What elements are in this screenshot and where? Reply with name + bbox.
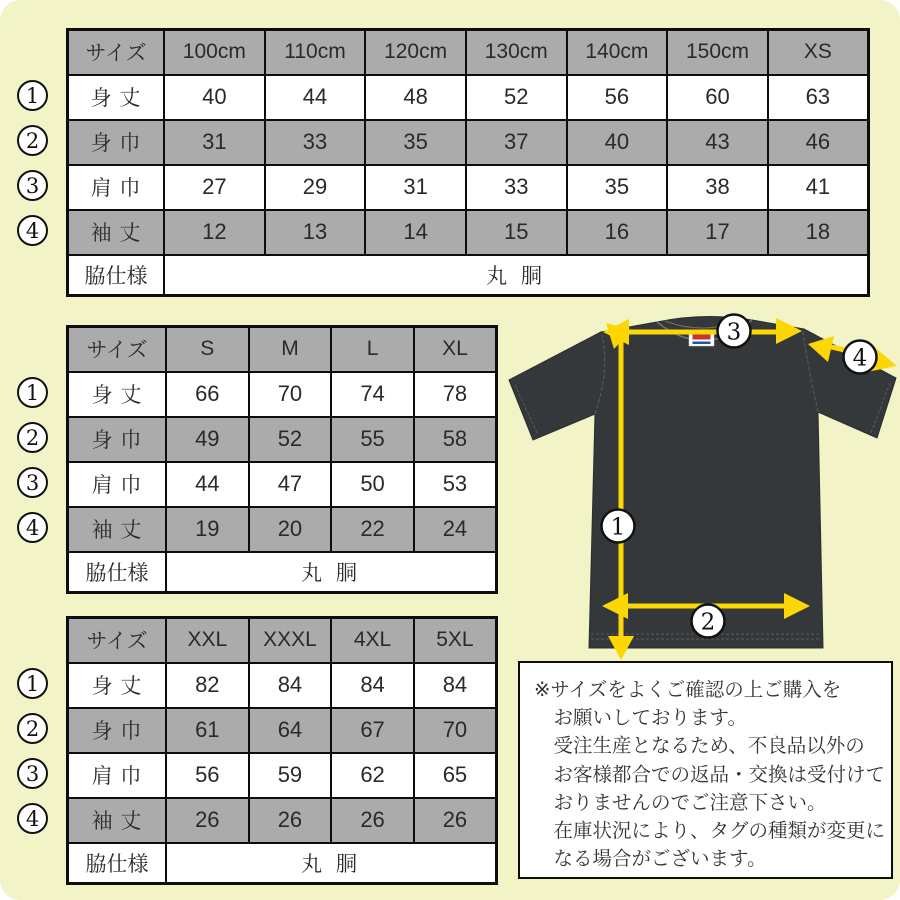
- row-circle-number: 4: [17, 803, 48, 834]
- table-row: [68, 417, 497, 462]
- row-circle-number: 2: [17, 422, 48, 453]
- table-row: [68, 165, 869, 210]
- measurement-value-cell: 33: [466, 165, 567, 210]
- measurement-value-cell: 63: [768, 75, 869, 120]
- circle-1-label: 1: [610, 514, 626, 541]
- measurement-row-label: 身 巾: [68, 120, 165, 165]
- measurement-row-label: 肩 巾: [68, 753, 167, 798]
- row-circle-number: 1: [17, 377, 48, 408]
- measurement-value-cell: 14: [365, 210, 466, 255]
- table-row: [68, 372, 497, 417]
- measurement-value-cell: 56: [166, 753, 249, 798]
- measurement-value-cell: 58: [414, 417, 497, 462]
- row-circle-number: 4: [17, 215, 48, 246]
- measurement-value-cell: 82: [166, 663, 249, 708]
- size-column-header: S: [166, 327, 249, 372]
- measurement-value-cell: 60: [667, 75, 768, 120]
- row-circle-number: 2: [17, 713, 48, 744]
- measurement-value-cell: 31: [164, 120, 265, 165]
- measurement-value-cell: 12: [164, 210, 265, 255]
- size-table-kids: [25, 28, 870, 297]
- measurement-value-cell: 52: [466, 75, 567, 120]
- side-spec-value: 丸 胴: [166, 843, 497, 884]
- measurement-value-cell: 26: [249, 798, 332, 843]
- size-column-header: XL: [414, 327, 497, 372]
- measurement-value-cell: 84: [331, 663, 414, 708]
- measurement-value-cell: 38: [667, 165, 768, 210]
- size-column-header: 4XL: [331, 618, 414, 663]
- table-row: [68, 462, 497, 507]
- measurement-value-cell: 40: [567, 120, 668, 165]
- size-column-header: 110cm: [265, 30, 366, 75]
- size-header-label: サイズ: [68, 327, 167, 372]
- measurement-value-cell: 70: [414, 708, 497, 753]
- row-circle-number: 4: [17, 512, 48, 543]
- measurement-value-cell: 66: [166, 372, 249, 417]
- circle-3-label: 3: [726, 319, 742, 346]
- row-circle-number: 3: [17, 758, 48, 789]
- notice-line: なる場合がございます。: [553, 848, 767, 871]
- measurement-value-cell: 40: [164, 75, 265, 120]
- measurement-value-cell: 53: [414, 462, 497, 507]
- measurement-value-cell: 15: [466, 210, 567, 255]
- measurement-value-cell: 17: [667, 210, 768, 255]
- measurement-row-label: 身 丈: [68, 372, 167, 417]
- measurement-value-cell: 50: [331, 462, 414, 507]
- size-header-label: サイズ: [68, 618, 167, 663]
- table-row: [68, 507, 497, 552]
- table-row: [68, 75, 869, 120]
- row-circle-number: 1: [17, 668, 48, 699]
- measurement-value-cell: 43: [667, 120, 768, 165]
- size-column-header: XXL: [166, 618, 249, 663]
- measurement-value-cell: 48: [365, 75, 466, 120]
- measurement-value-cell: 18: [768, 210, 869, 255]
- size-column-header: M: [249, 327, 332, 372]
- measurement-value-cell: 49: [166, 417, 249, 462]
- tshirt-measurement-diagram: [505, 308, 900, 662]
- table-row: [68, 663, 497, 708]
- side-spec-label: 脇仕様: [68, 255, 165, 296]
- measurement-value-cell: 74: [331, 372, 414, 417]
- measurement-value-cell: 16: [567, 210, 668, 255]
- measurement-value-cell: 33: [265, 120, 366, 165]
- measurement-value-cell: 44: [265, 75, 366, 120]
- measurement-row-label: 袖 丈: [68, 798, 167, 843]
- measurement-row-label: 身 巾: [68, 417, 167, 462]
- measurement-value-cell: 65: [414, 753, 497, 798]
- size-table-big: [25, 616, 498, 885]
- side-spec-label: 脇仕様: [68, 552, 167, 593]
- measurement-value-cell: 26: [331, 798, 414, 843]
- notice-line: お客様都合での返品・交換は受付けて: [553, 763, 886, 786]
- measurement-value-cell: 84: [249, 663, 332, 708]
- size-table-adult: [25, 325, 498, 594]
- size-table: [66, 325, 498, 594]
- notice-line: おりませんのでご注意下さい。: [553, 791, 827, 814]
- size-column-header: XXXL: [249, 618, 332, 663]
- size-table: [66, 616, 498, 885]
- measurement-value-cell: 35: [567, 165, 668, 210]
- side-spec-value: 丸 胴: [166, 552, 497, 593]
- measurement-value-cell: 19: [166, 507, 249, 552]
- row-circle-number: 1: [17, 80, 48, 111]
- measurement-row-label: 袖 丈: [68, 507, 167, 552]
- measurement-value-cell: 37: [466, 120, 567, 165]
- measurement-value-cell: 70: [249, 372, 332, 417]
- measurement-value-cell: 56: [567, 75, 668, 120]
- measurement-value-cell: 47: [249, 462, 332, 507]
- measurement-value-cell: 41: [768, 165, 869, 210]
- side-spec-label: 脇仕様: [68, 843, 167, 884]
- measurement-value-cell: 67: [331, 708, 414, 753]
- measurement-value-cell: 84: [414, 663, 497, 708]
- measurement-value-cell: 46: [768, 120, 869, 165]
- table-row: [68, 120, 869, 165]
- measurement-row-label: 肩 巾: [68, 165, 165, 210]
- size-header-label: サイズ: [68, 30, 165, 75]
- row-circle-number: 2: [17, 125, 48, 156]
- measurement-value-cell: 55: [331, 417, 414, 462]
- measurement-value-cell: 31: [365, 165, 466, 210]
- measurement-value-cell: 64: [249, 708, 332, 753]
- circle-2-label: 2: [700, 609, 716, 636]
- size-table: [66, 28, 870, 297]
- measurement-value-cell: 61: [166, 708, 249, 753]
- size-column-header: 5XL: [414, 618, 497, 663]
- table-row: [68, 753, 497, 798]
- measurement-row-label: 袖 丈: [68, 210, 165, 255]
- measurement-value-cell: 24: [414, 507, 497, 552]
- measurement-value-cell: 78: [414, 372, 497, 417]
- side-spec-value: 丸 胴: [164, 255, 869, 296]
- notice-line: ※サイズをよくご確認の上ご購入を: [534, 679, 842, 701]
- size-column-header: L: [331, 327, 414, 372]
- measurement-value-cell: 27: [164, 165, 265, 210]
- size-column-header: 140cm: [567, 30, 668, 75]
- measurement-row-label: 身 丈: [68, 663, 167, 708]
- measurement-row-label: 肩 巾: [68, 462, 167, 507]
- size-column-header: XS: [768, 30, 869, 75]
- measurement-value-cell: 22: [331, 507, 414, 552]
- tshirt-diagram-svg: [505, 308, 900, 662]
- measurement-row-label: 身 丈: [68, 75, 165, 120]
- circle-4-label: 4: [852, 345, 868, 372]
- notice-line: 在庫状況により、タグの種類が変更に: [553, 820, 886, 843]
- notice-line: お願いしております。: [553, 707, 747, 730]
- size-column-header: 120cm: [365, 30, 466, 75]
- row-circle-number: 3: [17, 467, 48, 498]
- table-row: [68, 708, 497, 753]
- measurement-value-cell: 52: [249, 417, 332, 462]
- size-column-header: 150cm: [667, 30, 768, 75]
- size-column-header: 100cm: [164, 30, 265, 75]
- table-row: [68, 798, 497, 843]
- table-row: [68, 210, 869, 255]
- measurement-value-cell: 29: [265, 165, 366, 210]
- measurement-row-label: 身 巾: [68, 708, 167, 753]
- notice-line: 受注生産となるため、不良品以外の: [553, 735, 865, 758]
- row-circle-number: 3: [17, 170, 48, 201]
- measurement-value-cell: 59: [249, 753, 332, 798]
- measurement-value-cell: 13: [265, 210, 366, 255]
- measurement-value-cell: 26: [166, 798, 249, 843]
- measurement-value-cell: 44: [166, 462, 249, 507]
- size-column-header: 130cm: [466, 30, 567, 75]
- measurement-value-cell: 62: [331, 753, 414, 798]
- tshirt-shape: [509, 316, 896, 648]
- measurement-value-cell: 20: [249, 507, 332, 552]
- shoulder-width-line: [613, 330, 793, 335]
- measurement-value-cell: 35: [365, 120, 466, 165]
- measurement-value-cell: 26: [414, 798, 497, 843]
- purchase-notice-box: [518, 661, 893, 879]
